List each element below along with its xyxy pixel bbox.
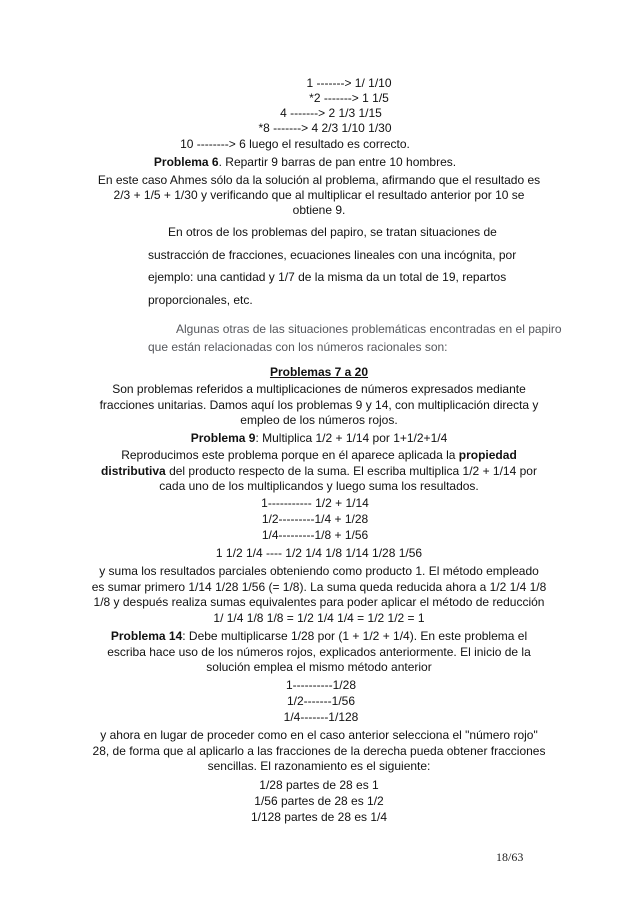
suma-line-1: y suma los resultados parciales obteniendo como producto 1. El método empleado xyxy=(99,564,539,578)
problema-14-text: : Debe multiplicarse 1/28 por (1 + 1/2 + 1/4). En este problema el xyxy=(182,629,528,643)
problema-9-line xyxy=(0,431,638,446)
mult9-line-2: 1/2---------1/4 + 1/28 xyxy=(261,512,369,526)
problema-14-line xyxy=(0,629,638,644)
son-line-2: fracciones unitarias. Damos aquí los problemas 9 y 14, con multiplicación directa y xyxy=(99,398,539,412)
suma-line-3: 1/8 y después realiza sumas equivalentes para poder aplicar el método de reducción xyxy=(93,595,545,609)
problemas-7-20-heading xyxy=(0,365,638,380)
sum9-line: 1 1/2 1/4 ---- 1/2 1/4 1/8 1/14 1/28 1/56 xyxy=(215,546,423,560)
mult9-line-1: 1----------- 1/2 + 1/14 xyxy=(261,496,369,510)
problema-9-text: : Multiplica 1/2 + 1/14 por 1+1/2+1/4 xyxy=(255,431,448,445)
repro-line-1 xyxy=(0,448,638,463)
son-line-3: empleo de los números rojos. xyxy=(240,413,398,427)
ahmes-line-3: obtiene 9. xyxy=(292,203,346,217)
problema-9-label: Problema 9 xyxy=(190,431,256,445)
otros-line-4: proporcionales, etc. xyxy=(148,293,253,307)
mult14-line-1: 1----------1/28 xyxy=(286,678,356,692)
problema-14-label: Problema 14 xyxy=(110,629,183,643)
otros-line-2: sustracción de fracciones, ecuaciones lineales con una incógnita, por xyxy=(148,248,517,262)
doubling-line-4: *8 -------> 4 2/3 1/10 1/30 xyxy=(258,121,392,135)
ahmes-line-2: 2/3 + 1/5 + 1/30 y verificando que al multiplicar el resultado anterior por 10 se xyxy=(113,188,525,202)
doubling-line-1: 1 -------> 1/ 1/10 xyxy=(306,76,392,90)
ahmes-line-1: En este caso Ahmes sólo da la solución al problema, afirmando que el resultado es xyxy=(97,173,541,187)
son-line-1: Son problemas referidos a multiplicaciones de números expresados mediante xyxy=(112,382,526,396)
partes-line-1: 1/28 partes de 28 es 1 xyxy=(259,778,379,792)
doubling-line-5: 10 --------> 6 luego el resultado es correcto. xyxy=(180,137,410,151)
repro-line-2-text: del producto respecto de la suma. El escriba multiplica 1/2 + 1/14 por xyxy=(165,464,537,478)
ahora-line-3: sencillas. El razonamiento es el siguiente: xyxy=(207,759,431,773)
repro-line-3: cada uno de los multiplicandos y luego suma los resultados. xyxy=(159,479,479,493)
problema-6-label: Problema 6 xyxy=(153,155,219,169)
repro-line-2 xyxy=(0,464,638,479)
problema-6-text: . Repartir 9 barras de pan entre 10 hombres. xyxy=(218,155,457,169)
repro-bold-propiedad: propiedad xyxy=(458,448,517,462)
algunas-line-2: que están relacionadas con los números racionales son: xyxy=(148,340,448,354)
partes-line-3: 1/128 partes de 28 es 1/4 xyxy=(250,810,388,824)
problema-6-line xyxy=(0,155,624,170)
ahora-line-1: y ahora en lugar de proceder como en el caso anterior selecciona el "número rojo" xyxy=(100,728,538,742)
page-number: 18/63 xyxy=(496,850,524,864)
doubling-line-2: *2 -------> 1 1/5 xyxy=(309,91,389,105)
doubling-line-3: 4 -------> 2 1/3 1/15 xyxy=(280,106,382,120)
repro-bold-distributiva: distributiva xyxy=(101,464,166,478)
suma-line-4: 1/ 1/4 1/8 1/8 = 1/2 1/4 1/4 = 1/2 1/2 = 1 xyxy=(213,611,425,625)
mult9-line-3: 1/4---------1/8 + 1/56 xyxy=(261,528,369,542)
suma-line-2: es sumar primero 1/14 1/28 1/56 (= 1/8). La suma queda reducida ahora a 1/2 1/4 1/8 xyxy=(91,580,547,594)
mult14-line-3: 1/4-------1/128 xyxy=(283,710,359,724)
problema-14-line-2: escriba hace uso de los números rojos, explicados anteriormente. El inicio de la xyxy=(107,645,531,659)
problemas-7-20-heading-text: Problemas 7 a 20 xyxy=(269,365,369,379)
otros-line-1: En otros de los problemas del papiro, se tratan situaciones de xyxy=(168,225,497,239)
problema-14-line-3: solución emplea el mismo método anterior xyxy=(206,660,432,674)
mult14-line-2: 1/2-------1/56 xyxy=(286,694,355,708)
otros-line-3: ejemplo: una cantidad y 1/7 de la misma da un total de 19, repartos xyxy=(148,270,507,284)
partes-line-2: 1/56 partes de 28 es 1/2 xyxy=(254,794,384,808)
algunas-line-1: Algunas otras de las situaciones problemáticas encontradas en el papiro xyxy=(176,322,562,336)
ahora-line-2: 28, de forma que al aplicarlo a las fracciones de la derecha pueda obtener fracciones xyxy=(92,744,546,758)
repro-line-1-text: Reproducimos este problema porque en él aparece aplicada la xyxy=(121,448,459,462)
